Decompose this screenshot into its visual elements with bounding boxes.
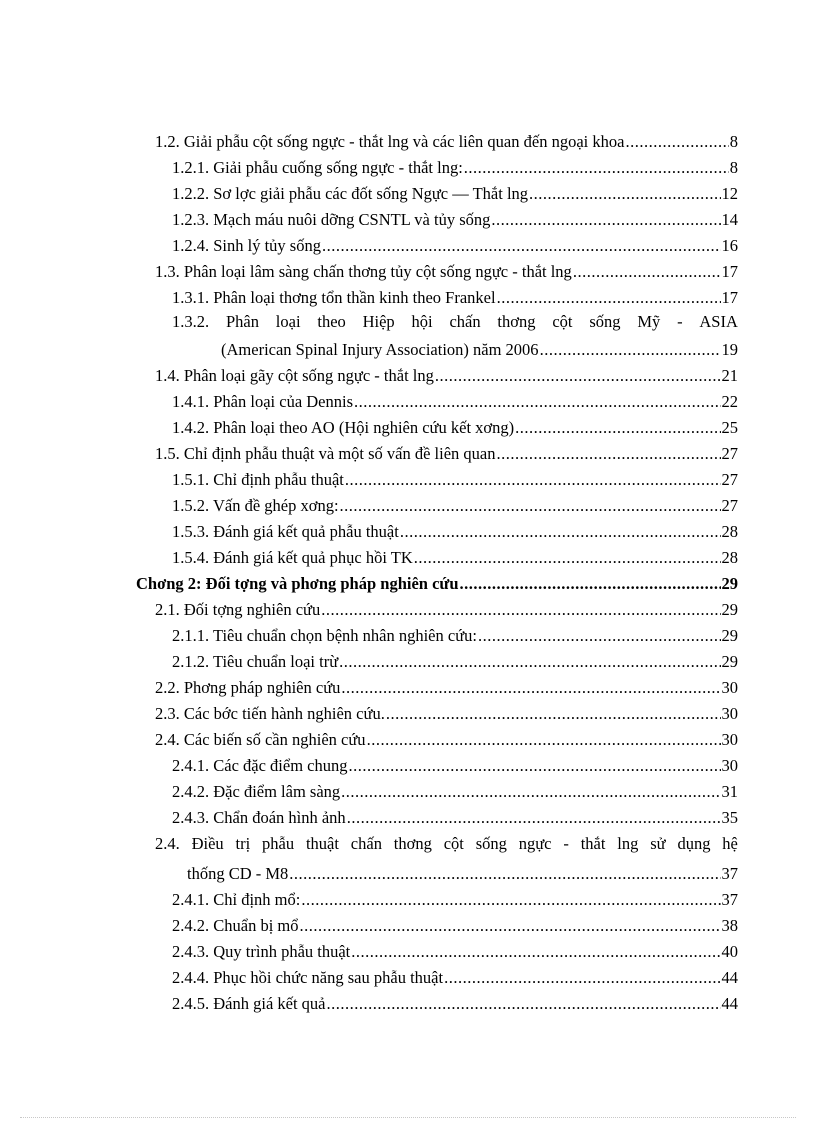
toc-page-number: 29	[721, 574, 738, 593]
dot-leader	[354, 392, 720, 412]
toc-entry-1-5-1[interactable]	[172, 468, 738, 490]
toc-entry-title: 1.2.1. Giải phẫu cuống sống ngực - thắt lng:	[172, 158, 463, 177]
word: sử	[650, 834, 666, 853]
dot-leader	[529, 184, 720, 204]
toc-entry-title: 2.4.3. Chẩn đoán hình ảnh	[172, 808, 346, 827]
word: chấn	[449, 312, 481, 331]
toc-entry-1-4-1[interactable]	[172, 390, 738, 412]
dot-leader	[497, 444, 721, 464]
toc-page-number: 17	[721, 288, 738, 307]
toc-entry-1-2-3[interactable]	[172, 208, 738, 230]
toc-entry-title: 1.5.1. Chỉ định phẫu thuật	[172, 470, 344, 489]
word: thơng	[497, 312, 536, 331]
toc-entry-2-2[interactable]	[155, 676, 738, 698]
toc-entry-2-4-2[interactable]	[172, 780, 738, 802]
toc-entry-2-1[interactable]	[155, 598, 738, 620]
word: Mỹ	[637, 312, 661, 331]
toc-entry-title: 1.5.4. Đánh giá kết quả phục hồi TK	[172, 548, 413, 567]
toc-entry-1-4-2[interactable]	[172, 416, 738, 438]
toc-entry-title: 2.4.1. Các đặc điểm chung	[172, 756, 348, 775]
toc-entry-1-2-1[interactable]	[172, 156, 738, 178]
dot-leader	[301, 890, 720, 910]
toc-entry-title: 1.4. Phân loại gãy cột sống ngực - thắt lng	[155, 366, 434, 385]
toc-page-number: 30	[721, 704, 738, 723]
toc-entry-2-1-2[interactable]	[172, 650, 738, 672]
toc-page-number: 29	[721, 626, 738, 645]
dot-leader	[340, 496, 721, 516]
toc-entry-1-3-2-line2[interactable]	[221, 338, 738, 360]
dot-leader	[540, 340, 721, 360]
toc-entry-1-5-3[interactable]	[172, 520, 738, 542]
word: -	[563, 834, 569, 853]
toc-entry-title: 2.1. Đối tợng nghiên cứu	[155, 600, 321, 619]
word: cột	[443, 834, 464, 853]
word: trị	[235, 834, 251, 853]
toc-entry-title: 1.5.3. Đánh giá kết quả phẫu thuật	[172, 522, 399, 541]
word: dụng	[677, 834, 711, 853]
word: theo	[317, 312, 346, 331]
toc-entry-1-2[interactable]	[155, 130, 738, 152]
dot-leader	[345, 470, 721, 490]
toc-entry-title: 2.4.3. Quy trình phẫu thuật	[172, 942, 351, 961]
dot-leader	[497, 288, 721, 308]
page-bottom-divider	[20, 1117, 796, 1118]
toc-page-number: 44	[721, 994, 738, 1013]
toc-entry-1-3-2-line1[interactable]	[172, 312, 738, 332]
word: ASIA	[699, 312, 738, 331]
word: phẫu	[262, 834, 295, 853]
toc-entry-2-3[interactable]	[155, 702, 738, 724]
toc-entry-title: 1.2.3. Mạch máu nuôi dỡng CSNTL và tủy sống	[172, 210, 491, 229]
toc-entry-title: 1.2. Giải phẫu cột sống ngực - thắt lng và các liên quan đến ngoại khoa	[155, 132, 625, 151]
toc-page-number: 22	[721, 392, 738, 411]
dot-leader	[573, 262, 721, 282]
dot-leader	[400, 522, 721, 542]
toc-entry-title: 1.2.4. Sinh lý tủy sống	[172, 236, 321, 255]
word: lng	[617, 834, 639, 853]
word: -	[677, 312, 683, 331]
dot-leader	[341, 678, 720, 698]
toc-page-number: 37	[721, 890, 738, 909]
toc-entry-2-4-treatment-line1[interactable]	[155, 834, 738, 854]
toc-entry-1-5-2[interactable]	[172, 494, 738, 516]
toc-entry-2-4-5b[interactable]	[172, 992, 738, 1014]
toc-entry-title: 2.1.1. Tiêu chuẩn chọn bệnh nhân nghiên cứu:	[172, 626, 477, 645]
dot-leader	[435, 366, 721, 386]
toc-entry-title: 1.2.2. Sơ lợc giải phẫu các đốt sống Ngực — Thắt lng	[172, 184, 529, 203]
word: sống	[475, 834, 507, 853]
word: thơng	[393, 834, 432, 853]
word: 2.4.	[155, 834, 180, 853]
word: Hiệp	[362, 312, 395, 331]
toc-entry-1-5-4[interactable]	[172, 546, 738, 568]
toc-page-number: 16	[721, 236, 738, 255]
dot-leader	[464, 158, 729, 178]
toc-chapter-2[interactable]	[136, 572, 738, 594]
dot-leader	[386, 704, 721, 724]
toc-entry-1-4[interactable]	[155, 364, 738, 386]
toc-entry-title: 1.4.1. Phân loại của Dennis	[172, 392, 354, 411]
dot-leader	[300, 916, 721, 936]
toc-entry-title: (American Spinal Injury Association) năm 2006	[221, 340, 539, 359]
word: 1.3.2.	[172, 312, 210, 331]
toc-entry-title: 2.4.2. Chuẩn bị mổ	[172, 916, 299, 935]
toc-entry-title: 1.4.2. Phân loại theo AO (Hội nghiên cứu kết xơng)	[172, 418, 515, 437]
toc-page-number: 37	[721, 864, 738, 883]
toc-entry-title: 1.5. Chỉ định phẫu thuật và một số vấn đề liên quan	[155, 444, 496, 463]
dot-leader	[625, 132, 728, 152]
toc-entry-2-4-3[interactable]	[172, 806, 738, 828]
toc-entry-title: 2.4.5. Đánh giá kết quả	[172, 994, 326, 1013]
dot-leader	[347, 808, 721, 828]
dot-leader	[414, 548, 721, 568]
toc-entry-title: Chơng 2: Đối tợng và phơng pháp nghiên cứu	[136, 574, 459, 593]
dot-leader	[322, 236, 721, 256]
toc-entry-1-2-4[interactable]	[172, 234, 738, 256]
toc-page-number: 30	[721, 678, 738, 697]
toc-page-number: 8	[729, 132, 738, 151]
toc-entry-2-4-1b[interactable]	[172, 888, 738, 910]
toc-entry-1-5[interactable]	[155, 442, 738, 464]
word: chấn	[350, 834, 382, 853]
toc-entry-1-3-1[interactable]	[172, 286, 738, 308]
dot-leader	[327, 994, 721, 1014]
toc-page-number: 27	[721, 470, 738, 489]
toc-entry-2-4-2b[interactable]	[172, 914, 738, 936]
toc-page-number: 27	[721, 496, 738, 515]
dot-leader	[478, 626, 721, 646]
toc-entry-title: thống CD - M8	[187, 864, 289, 883]
toc-page-number: 29	[721, 600, 738, 619]
toc-page-number: 38	[721, 916, 738, 935]
dot-leader	[351, 942, 720, 962]
toc-entry-2-4-treatment-line2[interactable]	[187, 862, 738, 884]
toc-entry-title: 1.5.2. Vấn đề ghép xơng:	[172, 496, 339, 515]
toc-page-number: 25	[721, 418, 738, 437]
dot-leader	[339, 652, 720, 672]
word: hệ	[722, 834, 738, 853]
toc-page-number: 12	[721, 184, 738, 203]
toc-page-number: 44	[721, 968, 738, 987]
word: sống	[589, 312, 621, 331]
toc-entry-2-4-1[interactable]	[172, 754, 738, 776]
toc-entry-title: 2.4.2. Đặc điểm lâm sàng	[172, 782, 341, 801]
toc-entry-title: 2.3. Các bớc tiến hành nghiên cứu.	[155, 704, 385, 723]
toc-page-number: 35	[721, 808, 738, 827]
toc-entry-2-4-4b[interactable]	[172, 966, 738, 988]
toc-entry-title: 2.1.2. Tiêu chuẩn loại trừ	[172, 652, 339, 671]
toc-page-number: 31	[721, 782, 738, 801]
word: ngực	[518, 834, 552, 853]
toc-entry-title: 2.4.4. Phục hồi chức năng sau phẫu thuật	[172, 968, 444, 987]
toc-page-number: 17	[721, 262, 738, 281]
dot-leader	[349, 756, 721, 776]
word: cột	[552, 312, 573, 331]
word: hội	[411, 312, 433, 331]
toc-entry-title: 1.3.1. Phân loại thơng tổn thần kinh theo Frankel	[172, 288, 496, 307]
toc-page-number: 14	[721, 210, 738, 229]
word: thuật	[305, 834, 339, 853]
toc-page-number: 8	[729, 158, 738, 177]
toc-entry-2-1-1[interactable]	[172, 624, 738, 646]
toc-entry-title: 2.2. Phơng pháp nghiên cứu	[155, 678, 341, 697]
dot-leader	[515, 418, 720, 438]
toc-entry-title: 2.4. Các biến số cần nghiên cứu	[155, 730, 366, 749]
toc-page-number: 40	[721, 942, 738, 961]
toc-page-number: 28	[721, 522, 738, 541]
dot-leader	[460, 574, 721, 594]
toc-entry-1-2-2[interactable]	[172, 182, 738, 204]
toc-page-number: 28	[721, 548, 738, 567]
toc-entry-2-4[interactable]	[155, 728, 738, 750]
toc-page-number: 27	[721, 444, 738, 463]
word: loại	[275, 312, 301, 331]
dot-leader	[289, 864, 720, 884]
toc-entry-2-4-3b[interactable]	[172, 940, 738, 962]
toc-page-number: 19	[721, 340, 738, 359]
toc-entry-1-3[interactable]	[155, 260, 738, 282]
toc-entry-title: 1.3. Phân loại lâm sàng chấn thơng tủy cột sống ngực - thắt lng	[155, 262, 572, 281]
dot-leader	[444, 968, 720, 988]
dot-leader	[367, 730, 721, 750]
dot-leader	[341, 782, 720, 802]
toc-entry-title: 2.4.1. Chỉ định mổ:	[172, 890, 301, 909]
toc-page-number: 21	[721, 366, 738, 385]
toc-page-number: 30	[721, 756, 738, 775]
toc-page-number: 30	[721, 730, 738, 749]
word: Điều	[191, 834, 224, 853]
dot-leader	[321, 600, 720, 620]
word: Phân	[225, 312, 259, 331]
word: thắt	[580, 834, 606, 853]
toc-page-number: 29	[721, 652, 738, 671]
dot-leader	[491, 210, 720, 230]
